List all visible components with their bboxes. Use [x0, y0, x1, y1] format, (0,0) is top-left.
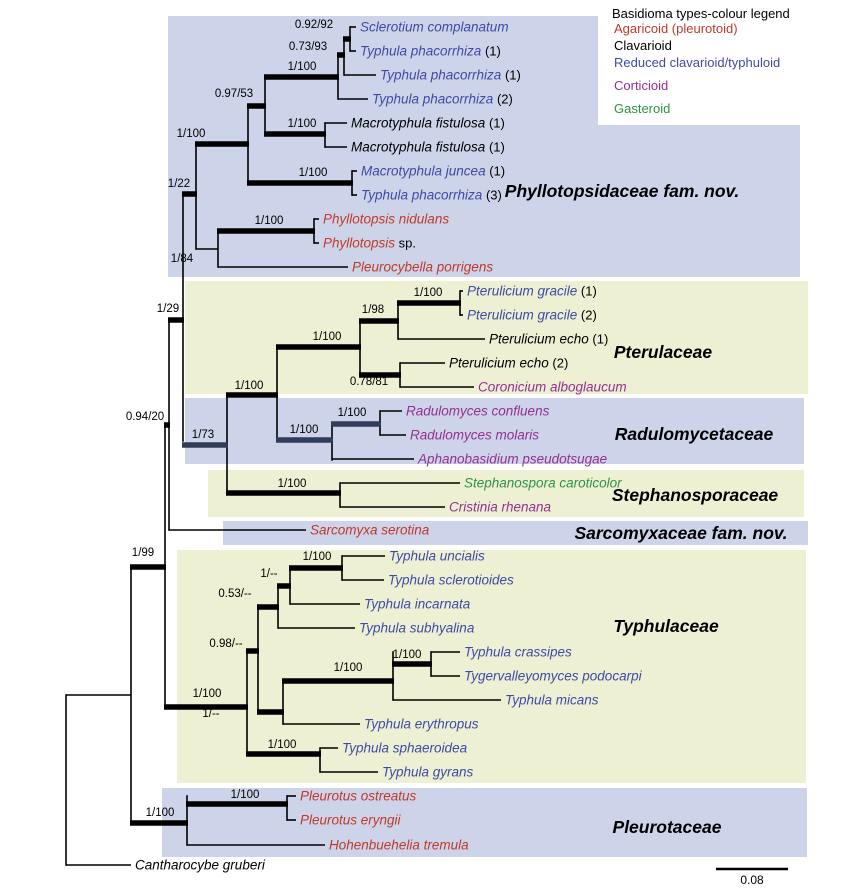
tip-label: Phyllotopsis nidulans — [323, 211, 450, 227]
support-value: 1/100 — [176, 128, 206, 140]
support-value: 1/100 — [413, 287, 443, 299]
support-value: 1/-- — [202, 708, 220, 720]
tip-label: Radulomyces molaris — [410, 427, 540, 443]
support-value: 1/100 — [302, 551, 332, 563]
tip-label: Cantharocybe gruberi — [135, 857, 265, 873]
support-value: 1/84 — [170, 253, 194, 265]
tip-label: Typhula sphaeroidea — [342, 740, 468, 756]
tip-label: Sclerotium complanatum — [360, 19, 509, 35]
tip-label: Pleurocybella porrigens — [352, 259, 494, 275]
tip-label: Typhula phacorrhiza (3) — [361, 187, 502, 203]
tip-label: Pleurotus ostreatus — [300, 788, 417, 804]
tip-label: Pterulicium gracile (1) — [467, 283, 597, 299]
support-value: 1/100 — [312, 331, 342, 343]
family-label-pterulaceae: Pterulaceae — [613, 342, 713, 362]
family-label-sarcomyxaceae: Sarcomyxaceae fam. nov. — [574, 523, 788, 543]
support-value: 1/100 — [234, 380, 264, 392]
family-label-pleurotaceae: Pleurotaceae — [612, 817, 722, 837]
legend-title: Basidioma types-colour legend — [612, 6, 790, 21]
tip-label: Macrotyphula fistulosa (1) — [351, 139, 505, 155]
support-value: 0.94/20 — [125, 411, 165, 423]
tip-label: Tygervalleyomyces podocarpi — [464, 668, 642, 684]
tip-label: Typhula crassipes — [464, 644, 572, 660]
tip-label: Pterulicium echo (1) — [489, 331, 609, 347]
support-value: 1/100 — [337, 407, 367, 419]
legend-item-4: Corticioid — [614, 78, 669, 93]
tip-label: Radulomyces confluens — [406, 403, 550, 419]
tip-label: Typhula uncialis — [389, 548, 485, 564]
tip-label: Typhula erythropus — [364, 716, 479, 732]
legend-item-5: Gasteroid — [614, 101, 671, 116]
legend-item-1: Agaricoid (pleurotoid) — [614, 21, 738, 36]
tip-label: Macrotyphula fistulosa (1) — [351, 115, 505, 131]
scale-bar-label: 0.08 — [740, 873, 764, 887]
tip-label: Cristinia rhenana — [449, 499, 552, 515]
tip-label: Stephanospora caroticolor — [464, 475, 622, 491]
support-value: 1/100 — [287, 61, 317, 73]
support-value: 1/100 — [230, 789, 260, 801]
support-value: 1/100 — [287, 118, 317, 130]
family-label-stephanosporaceae: Stephanosporaceae — [611, 485, 779, 505]
support-value: 0.78/81 — [349, 376, 389, 388]
support-value: 1/29 — [156, 303, 180, 315]
support-value: 1/100 — [298, 167, 328, 179]
family-label-phyllotopsidaceae: Phyllotopsidaceae fam. nov. — [504, 181, 740, 201]
support-value: 1/-- — [260, 568, 278, 580]
tip-label: Aphanobasidium pseudotsugae — [418, 451, 608, 467]
support-value: 1/73 — [191, 429, 215, 441]
support-value: 1/100 — [192, 688, 222, 700]
support-value: 0.92/92 — [294, 19, 334, 31]
support-value: 0.97/53 — [214, 88, 254, 100]
legend-item-3: Reduced clavarioid/typhuloid — [614, 55, 781, 70]
support-value: 1/98 — [361, 304, 385, 316]
support-value: 1/99 — [131, 547, 155, 559]
support-value: 1/100 — [392, 649, 422, 661]
support-value: 0.73/93 — [288, 41, 328, 53]
tip-label: Typhula phacorrhiza (1) — [360, 43, 501, 59]
support-value: 1/100 — [289, 424, 319, 436]
family-label-typhulaceae: Typhulaceae — [613, 616, 719, 636]
tip-label: Macrotyphula juncea (1) — [361, 163, 506, 179]
support-value: 1/100 — [145, 807, 175, 819]
support-value: 1/100 — [267, 739, 297, 751]
support-value: 0.53/-- — [218, 588, 252, 600]
legend-item-2: Clavarioid — [614, 38, 672, 53]
support-value: 1/100 — [277, 478, 307, 490]
tip-label: Typhula phacorrhiza (1) — [380, 67, 521, 83]
tip-label: Typhula sclerotioides — [388, 572, 514, 588]
support-value: 1/100 — [254, 215, 284, 227]
tip-label: Typhula micans — [505, 692, 599, 708]
family-label-radulomycetaceae: Radulomycetaceae — [614, 424, 774, 444]
tip-label: Phyllotopsis sp. — [323, 235, 417, 251]
tip-label: Hohenbuehelia tremula — [329, 837, 469, 853]
tip-label: Typhula phacorrhiza (2) — [372, 91, 513, 107]
tip-label: Typhula gyrans — [382, 764, 474, 780]
tip-label: Pterulicium echo (2) — [449, 355, 569, 371]
tip-label: Typhula incarnata — [364, 596, 471, 612]
support-value: 1/22 — [167, 178, 191, 190]
support-value: 0.98/-- — [209, 638, 243, 650]
tip-label: Pterulicium gracile (2) — [467, 307, 597, 323]
support-value: 1/100 — [333, 662, 363, 674]
tip-label: Typhula subhyalina — [359, 620, 475, 636]
tip-label: Coronicium alboglaucum — [478, 379, 627, 395]
tip-label: Pleurotus eryngii — [300, 812, 401, 828]
tip-label: Sarcomyxa serotina — [310, 522, 430, 538]
